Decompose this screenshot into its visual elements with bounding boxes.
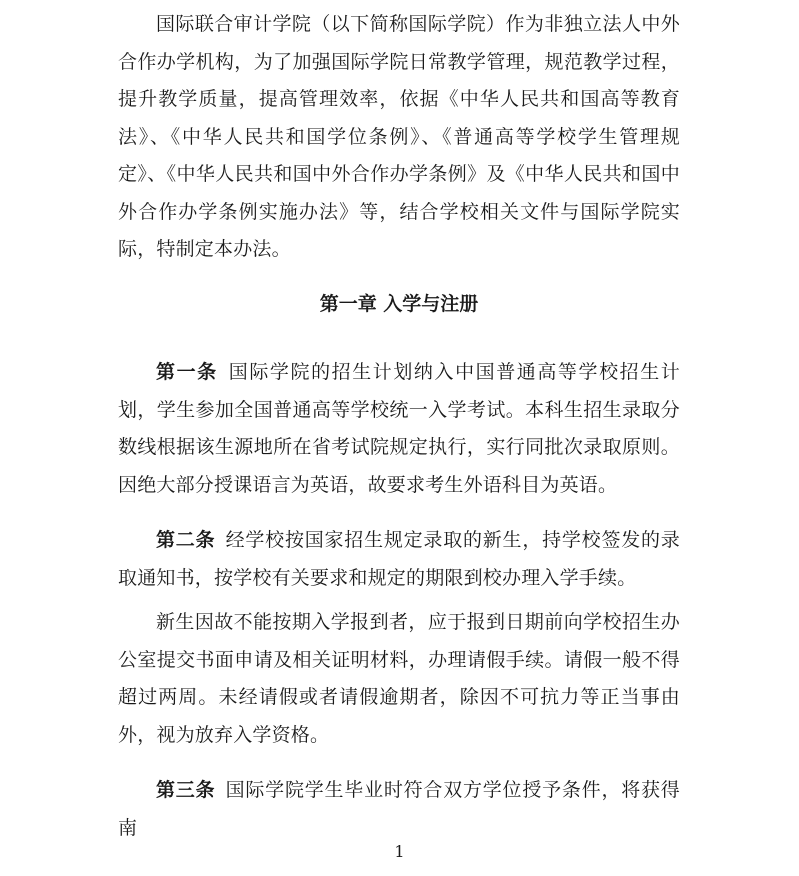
article-1-text: 国际学院的招生计划纳入中国普通高等学校招生计划，学生参加全国普通高等学校统一入学考试。本科生招生录取分数线根据该生源地所在省考试院规定执行，实行同批次录取原则。因绝大部分授课语言为英语，故要求考生外语科目为英语。 (118, 361, 680, 496)
article-1-label: 第一条 (156, 361, 218, 383)
article-2-text: 经学校按国家招生规定录取的新生，持学校签发的录取通知书，按学校有关要求和规定的期限到校办理入学手续。 (118, 529, 680, 589)
intro-paragraph: 国际联合审计学院（以下简称国际学院）作为非独立法人中外合作办学机构，为了加强国际学院日常教学管理，规范教学过程，提升教学质量，提高管理效率，依据《中华人民共和国高等教育法》、《中华人民共和国学位条例》、《普通高等学校学生管理规定》、《中华人民共和国中外合作办学条例》及《中华人民共和国中外合作办学条例实施办法》等，结合学校相关文件与国际学院实际，特制定本办法。 (118, 13, 680, 260)
article-2-label: 第二条 (156, 529, 216, 551)
article-2 (118, 522, 680, 597)
article-1 (118, 354, 680, 504)
article-3 (118, 772, 680, 847)
chapter-title: 第一章 入学与注册 (319, 293, 479, 315)
article-3-text: 国际学院学生毕业时符合双方学位授予条件，将获得南 (118, 779, 680, 839)
leave-paragraph: 新生因故不能按期入学报到者，应于报到日期前向学校招生办公室提交书面申请及相关证明材料，办理请假手续。请假一般不得超过两周。未经请假或者请假逾期者，除因不可抗力等正当事由外，视为放弃入学资格。 (118, 611, 680, 746)
article-3-label: 第三条 (156, 779, 216, 801)
page-number: 1 (394, 842, 405, 861)
